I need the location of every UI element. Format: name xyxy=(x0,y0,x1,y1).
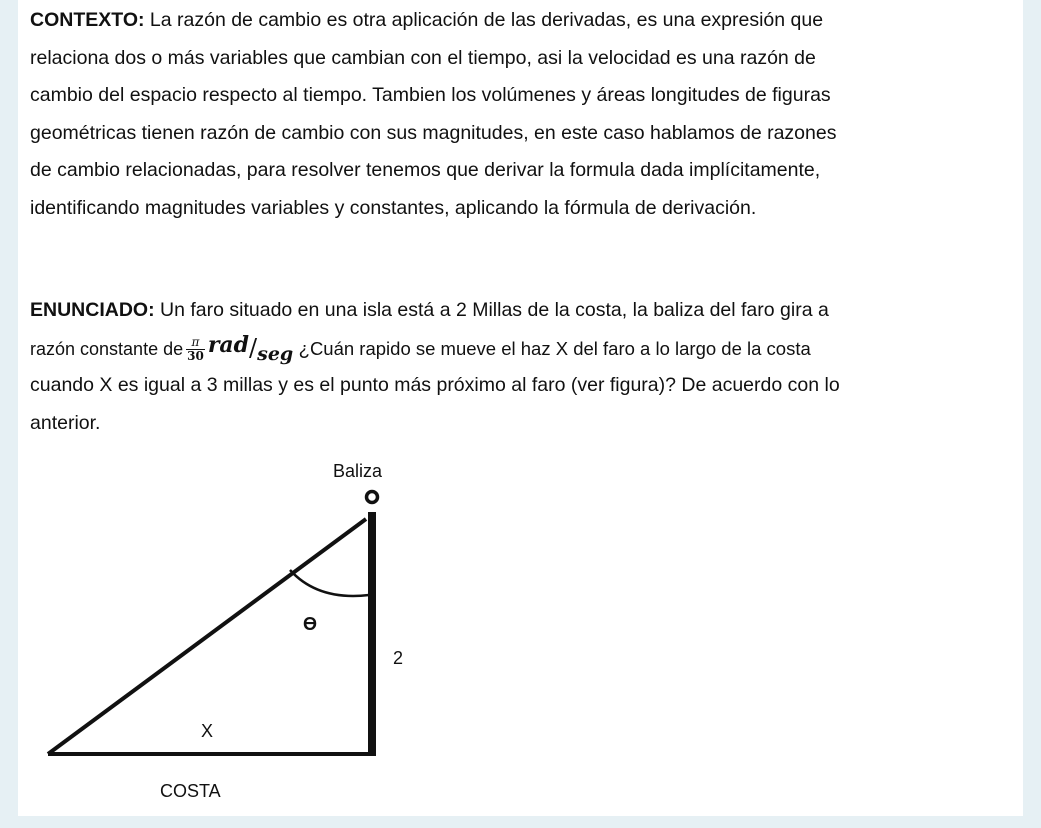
context-line-3: cambio del espacio respecto al tiempo. Tambien los volúmenes y áreas longitudes de figuras xyxy=(30,84,831,107)
context-line-1: CONTEXTO: La razón de cambio es otra aplicación de las derivadas, es una expresión que xyxy=(30,9,824,31)
context-line-2: relaciona dos o más variables que cambian con el tiempo, asi la velocidad es una razón de xyxy=(30,46,816,69)
costa-label: COSTA xyxy=(160,781,221,801)
statement-line-4: anterior. xyxy=(30,411,101,434)
rate-unit-seg: seg xyxy=(257,342,294,365)
baliza-label: Baliza xyxy=(333,461,383,481)
context-label: CONTEXTO: xyxy=(30,9,145,31)
statement-line-3: cuando X es igual a 3 millas y es el punto más próximo al faro (ver figura)? De acuerdo con lo xyxy=(30,374,840,397)
theta-label: ϴ xyxy=(303,614,318,634)
statement-line-1: ENUNCIADO: Un faro situado en una isla está a 2 Millas de la costa, la baliza del faro gira a xyxy=(30,299,829,321)
light-beam-hypotenuse xyxy=(48,519,366,754)
x-label: X xyxy=(201,721,214,741)
rate-unit-slash: / xyxy=(249,333,258,362)
context-line-5: de cambio relacionadas, para resolver tenemos que derivar la formula dada implícitamente, xyxy=(30,159,821,182)
side-length-label: 2 xyxy=(393,648,404,668)
theta-angle-arc xyxy=(290,570,369,596)
context-line-4: geométricas tienen razón de cambio con sus magnitudes, en este caso hablamos de razones xyxy=(30,121,837,144)
rate-unit-rad: rad xyxy=(207,331,250,358)
rate-numerator: π xyxy=(186,336,205,350)
statement-label: ENUNCIADO: xyxy=(30,299,155,321)
rate-denominator: 30 xyxy=(187,348,204,363)
context-line-6: identificando magnitudes variables y constantes, aplicando la fórmula de derivación. xyxy=(30,196,757,219)
beacon-icon xyxy=(367,492,378,503)
statement-line-2: razón constante de $\frac{\pi}{30}$ rad/seg ¿Cuán rapido se mueve el haz X del faro a lo largo de la costa xyxy=(30,330,1015,368)
